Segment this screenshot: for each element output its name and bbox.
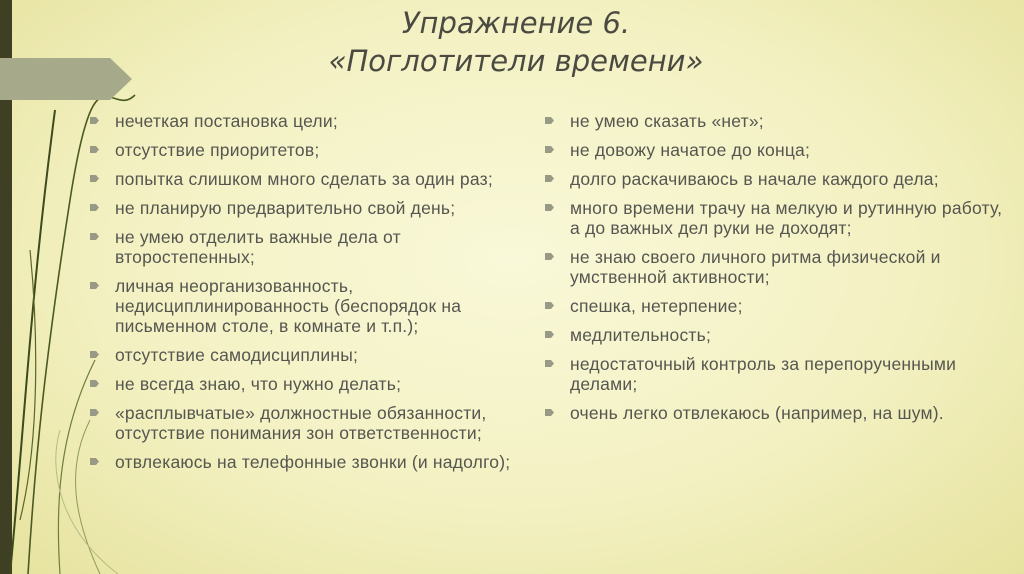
right-bullet-list [545, 111, 1015, 432]
list-item [90, 452, 540, 472]
list-item [90, 111, 540, 131]
list-item-text: не довожу начатое до конца; [570, 140, 811, 160]
list-item-text: попытка слишком много сделать за один раз; [115, 169, 493, 189]
arrow-bullet-icon [545, 409, 554, 416]
arrow-bullet-icon [90, 146, 99, 153]
title-line-1: Упражнение 6. [401, 6, 631, 40]
list-item [90, 169, 540, 189]
list-item-text: не всегда знаю, что нужно делать; [115, 374, 402, 394]
list-item [545, 403, 1015, 423]
list-item-text: нечеткая постановка цели; [115, 111, 338, 131]
list-item [545, 325, 1015, 345]
arrow-bullet-icon [90, 380, 99, 387]
list-item-text: недостаточный контроль за перепорученными делами; [570, 354, 957, 394]
arrow-bullet-icon [90, 204, 99, 211]
arrow-bullet-icon [545, 146, 554, 153]
list-item-text: не умею отделить важные дела от второстепенных; [115, 227, 401, 267]
arrow-bullet-icon [545, 175, 554, 182]
list-item-text: долго раскачиваюсь в начале каждого дела; [570, 169, 939, 189]
list-item-text: не знаю своего личного ритма физической и умственной активности; [570, 247, 941, 287]
list-item-text: не умею сказать «нет»; [570, 111, 764, 131]
arrow-bullet-icon [545, 117, 554, 124]
arrow-bullet-icon [90, 175, 99, 182]
arrow-bullet-icon [90, 117, 99, 124]
list-item [545, 198, 1015, 238]
arrow-bullet-icon [90, 351, 99, 358]
list-item [90, 276, 540, 336]
arrow-bullet-icon [90, 409, 99, 416]
list-item [90, 198, 540, 218]
list-item-text: медлительность; [570, 325, 712, 345]
list-item [90, 374, 540, 394]
left-bullet-list [90, 111, 540, 481]
arrow-bullet-icon [90, 458, 99, 465]
list-item-text: не планирую предварительно свой день; [115, 198, 456, 218]
list-item-text: «расплывчатые» должностные обязанности, отсутствие понимания зон ответственности; [115, 403, 487, 443]
list-item [545, 296, 1015, 316]
title-arrow-shape [0, 58, 132, 100]
list-item [545, 247, 1015, 287]
list-item-text: отвлекаюсь на телефонные звонки (и надолго); [115, 452, 511, 472]
arrow-bullet-icon [90, 233, 99, 240]
list-item-text: много времени трачу на мелкую и рутинную работу, а до важных дел руки не доходят; [570, 198, 1003, 238]
list-item [545, 169, 1015, 189]
list-item [90, 345, 540, 365]
list-item-text: спешка, нетерпение; [570, 296, 743, 316]
arrow-bullet-icon [90, 282, 99, 289]
list-item [545, 354, 1015, 394]
arrow-bullet-icon [545, 360, 554, 367]
slide-title [300, 4, 732, 80]
list-item-text: личная неорганизованность, недисциплинированность (беспорядок на письменном столе, в комнате и т.п.); [115, 276, 462, 336]
arrow-bullet-icon [545, 331, 554, 338]
list-item [90, 227, 540, 267]
arrow-bullet-icon [545, 302, 554, 309]
list-item-text: отсутствие самодисциплины; [115, 345, 359, 365]
list-item [545, 140, 1015, 160]
list-item [90, 403, 540, 443]
list-item [90, 140, 540, 160]
arrow-bullet-icon [545, 204, 554, 211]
list-item-text: отсутствие приоритетов; [115, 140, 320, 160]
title-line-2: «Поглотители времени» [328, 44, 704, 78]
arrow-bullet-icon [545, 253, 554, 260]
list-item-text: очень легко отвлекаюсь (например, на шум). [570, 403, 944, 423]
list-item [545, 111, 1015, 131]
